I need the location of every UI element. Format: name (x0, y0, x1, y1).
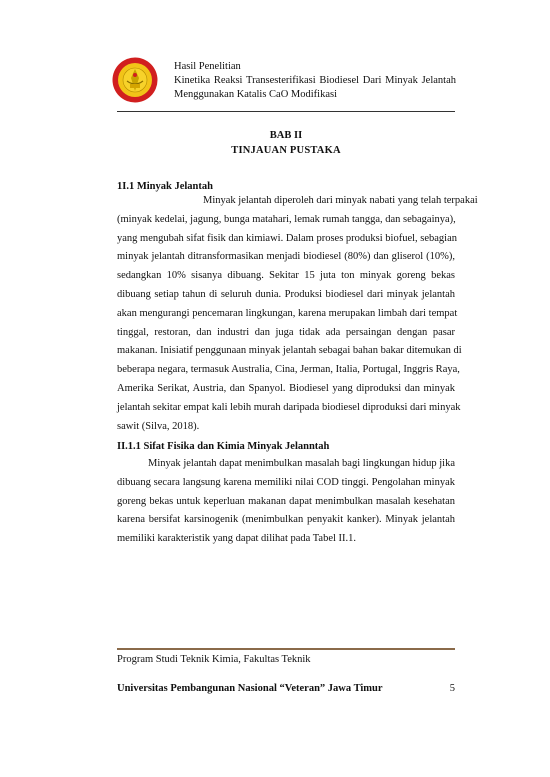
paragraph-line: Minyak jelantah dapat menimbulkan masalah bagi lingkungan hidup jika (148, 458, 455, 469)
paragraph-line: dibuang setiap tahun di seluruh dunia. Produksi biodiesel dari minyak jelantah (117, 288, 455, 300)
header-divider (117, 111, 455, 112)
chapter-number: BAB II (269, 130, 303, 141)
page-number: 5 (449, 683, 455, 694)
footer-university: Universitas Pembangunan Nasional “Veteran” Jawa Timur (117, 683, 383, 694)
paragraph-line: dibuang secara langsung karena memiliki nilai COD tinggi. Pengolahan minyak (117, 476, 455, 488)
paragraph-line: yang mengubah sifat fisik dan kimiawi. Dalam proses produksi biofuel, sebagian (117, 232, 458, 244)
running-header (174, 60, 456, 102)
footer-program: Program Studi Teknik Kimia, Fakultas Teknik (117, 654, 311, 665)
paragraph-line: sedangkan 10% sisanya dibuang. Sekitar 15 juta ton minyak goreng bekas (117, 270, 455, 282)
section-heading-1: 1I.1 Minyak Jelantah (117, 181, 213, 192)
section-heading-2: II.1.1 Sifat Fisika dan Kimia Minyak Jelanntah (117, 441, 330, 452)
chapter-title: TINJAUAN PUSTAKA (231, 145, 341, 156)
paragraph-line: minyak jelantah ditransformasikan menjadi biodiesel (80%) dan gliserol (10%), (117, 251, 455, 263)
paragraph-line: Minyak jelantah diperoleh dari minyak nabati yang telah terpakai (203, 195, 478, 206)
paragraph-line: goreng bekas untuk keperluan makanan dapat menimbulkan masalah kesehatan (117, 495, 455, 507)
paragraph-line: beberapa negara, termasuk Australia, Cina, Jerman, Italia, Portugal, Inggris Raya, (117, 364, 460, 376)
paragraph-line: karena bersifat karsinogenik (menimbulkan penyakit kanker). Minyak jelantah (117, 514, 455, 526)
paragraph-line: Amerika Serikat, Austria, dan Spanyol. Biodiesel yang diproduksi dan minyak (117, 382, 455, 394)
header-line-3: Menggunakan Katalis CaO Modifikasi (174, 89, 338, 100)
section-2-paragraph (117, 455, 455, 549)
paragraph-line: makanan. Inisiatif penggunaan minyak jelantah sebagai bahan bakar ditemukan di (117, 345, 462, 357)
paragraph-line: memiliki karakteristik yang dapat dilihat pada Tabel II.1. (117, 533, 357, 545)
section-1-paragraph (117, 192, 478, 436)
university-logo-icon (112, 57, 158, 103)
paragraph-line: tinggal, restoran, dan industri dan juga tidak ada persaingan dengan pasar (117, 326, 455, 338)
paragraph-line: akan mengurangi pencemaran lingkungan, karena merupakan limbah dari tempat (117, 307, 458, 319)
header-line-1: Hasil Penelitian (174, 61, 241, 72)
paragraph-line: (minyak kedelai, jagung, bunga matahari, lemak rumah tangga, dan sebagainya), (117, 213, 456, 225)
header-line-2: Kinetika Reaksi Transesterifikasi Biodiesel Dari Minyak Jelantah (174, 75, 456, 86)
footer-divider (117, 648, 455, 650)
paragraph-line: sawit (Silva, 2018). (117, 420, 200, 432)
paragraph-line: jelantah sekitar empat kali lebih murah daripada biodiesel diproduksi dari minyak (117, 401, 461, 413)
